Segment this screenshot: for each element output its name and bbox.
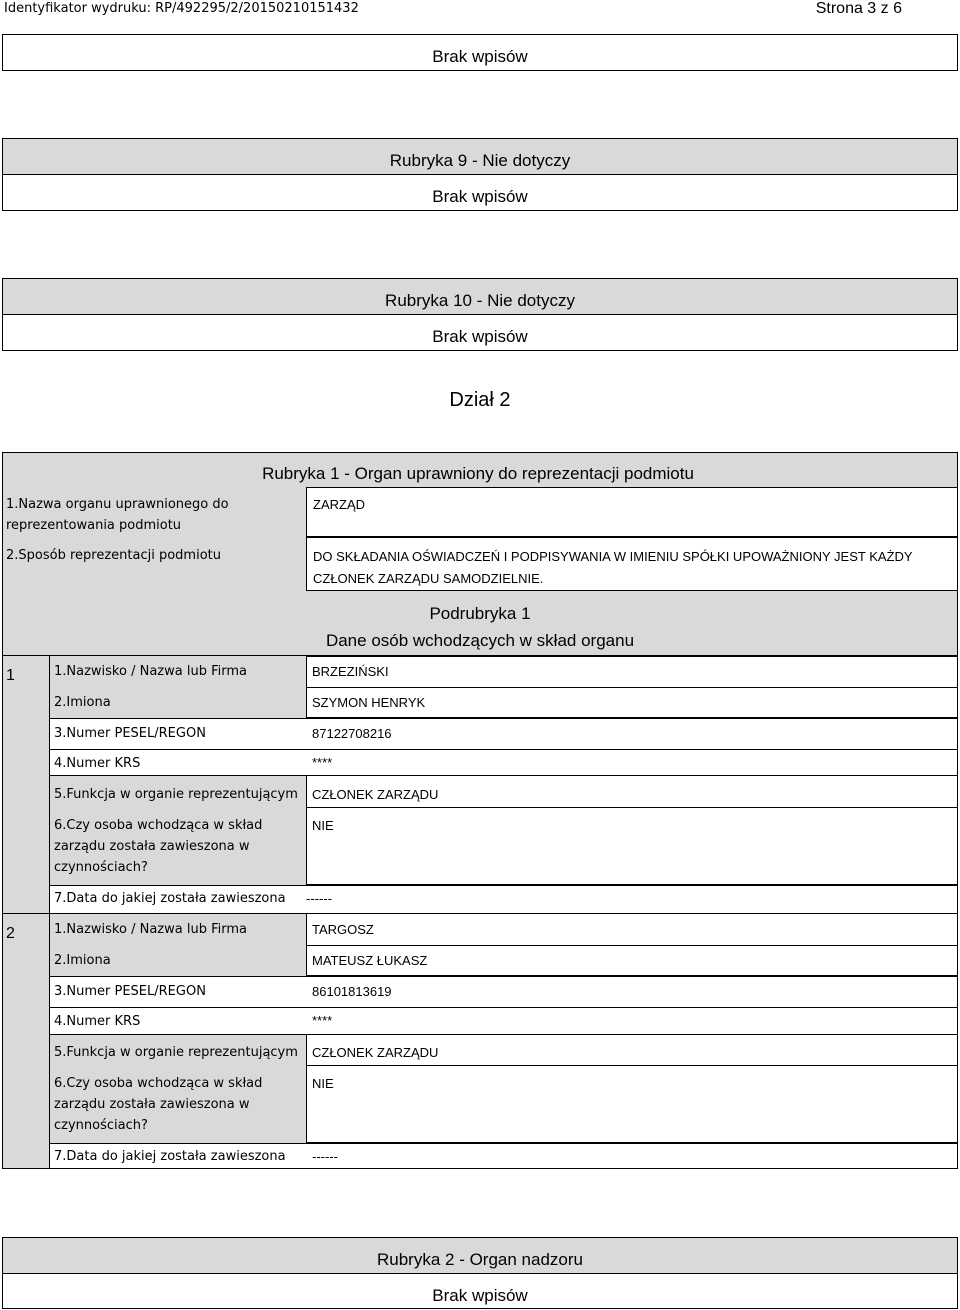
- person-field-label: 1.Nazwisko / Nazwa lub Firma: [54, 664, 247, 679]
- person-field-label: 3.Numer PESEL/REGON: [54, 984, 206, 999]
- person-field-label: 7.Data do jakiej została zawieszona: [54, 891, 286, 906]
- no-entries-text: Brak wpisów: [432, 1286, 528, 1305]
- podrubryka-subtitle: Dane osób wchodzących w skład organu: [325, 631, 635, 650]
- row-bg: [50, 1008, 958, 1034]
- field-value-box: [306, 537, 958, 591]
- row-bg: [50, 750, 958, 775]
- rubryka2-title-bar: [2, 1237, 958, 1274]
- person-field-value: ****: [312, 1013, 333, 1028]
- no-entries-text: Brak wpisów: [432, 327, 528, 346]
- person-field-value: CZŁONEK ZARZĄDU: [312, 1045, 439, 1060]
- page-number: Strona 3 z 6: [815, 0, 902, 17]
- field-value: ZARZĄD: [313, 497, 365, 512]
- rubryka10-title: Rubryka 10 - Nie dotyczy: [385, 291, 575, 310]
- person-field-value: SZYMON HENRYK: [312, 695, 426, 710]
- rubryka9-title-bar: [2, 138, 958, 175]
- no-entries-text: Brak wpisów: [432, 47, 528, 66]
- person-field-label: 3.Numer PESEL/REGON: [54, 726, 206, 741]
- rubryka1-title-row: [262, 452, 958, 488]
- person-field-label: 1.Nazwisko / Nazwa lub Firma: [54, 922, 247, 937]
- person-field-value: ****: [312, 755, 333, 770]
- rubryka9-title: Rubryka 9 - Nie dotyczy: [389, 151, 571, 170]
- person-field-value: NIE: [312, 1076, 334, 1091]
- person-field-value: TARGOSZ: [312, 922, 374, 937]
- person-field-value: BRZEZIŃSKI: [312, 664, 389, 679]
- person-field-value: 86101813619: [312, 984, 392, 999]
- print-identifier: Identyfikator wydruku: RP/492295/2/20150210151432: [4, 1, 359, 16]
- person-field-value: NIE: [312, 818, 334, 833]
- person-field-label: 4.Numer KRS: [54, 1014, 141, 1029]
- person-field-label: 2.Imiona: [54, 695, 111, 710]
- person-field-label: 4.Numer KRS: [54, 756, 141, 771]
- rubryka9-body: [2, 174, 958, 211]
- rubryka2-body: [2, 1273, 958, 1309]
- person-field-value: 87122708216: [312, 726, 392, 741]
- rubryka10-title-bar: [2, 278, 958, 315]
- podrubryka-title: Podrubryka 1: [429, 604, 531, 623]
- person-field-label: 5.Funkcja w organie reprezentującym: [54, 787, 298, 802]
- field-label: 2.Sposób reprezentacji podmiotu: [6, 548, 221, 563]
- person-field-value: CZŁONEK ZARZĄDU: [312, 787, 439, 802]
- person-field-value: ------: [306, 891, 332, 906]
- rubryka1-title: Rubryka 1 - Organ uprawniony do reprezentacji podmiotu: [262, 464, 694, 483]
- field-label: 1.Nazwa organu uprawnionego do reprezentowania podmiotu: [6, 497, 229, 533]
- rubryka10-body: [2, 314, 958, 351]
- person-field-value: MATEUSZ ŁUKASZ: [312, 953, 428, 968]
- person-field-label: 2.Imiona: [54, 953, 111, 968]
- rubryka2-title: Rubryka 2 - Organ nadzoru: [377, 1250, 583, 1269]
- person-field-label: 6.Czy osoba wchodząca w skład zarządu została zawieszona w czynnościach?: [54, 1076, 263, 1133]
- field-value: DO SKŁADANIA OŚWIADCZEŃ I PODPISYWANIA W IMIENIU SPÓŁKI UPOWAŻNIONY JEST KAŻDY CZŁONEK ZARZĄDU SAMODZIELNIE.: [313, 549, 913, 586]
- person-field-label: 7.Data do jakiej została zawieszona: [54, 1149, 286, 1164]
- person-index: 1: [6, 667, 15, 684]
- field-value-box: [306, 487, 958, 537]
- no-entries-text: Brak wpisów: [432, 187, 528, 206]
- person-field-label: 5.Funkcja w organie reprezentującym: [54, 1045, 298, 1060]
- person-index: 2: [6, 925, 15, 942]
- section-title: Dział 2: [449, 389, 511, 411]
- value-box: [306, 1065, 958, 1143]
- prev-rubryka-box: [2, 34, 958, 71]
- value-box: [306, 807, 958, 885]
- person-field-label: 6.Czy osoba wchodząca w skład zarządu została zawieszona w czynnościach?: [54, 818, 263, 875]
- person-field-value: ------: [312, 1149, 338, 1164]
